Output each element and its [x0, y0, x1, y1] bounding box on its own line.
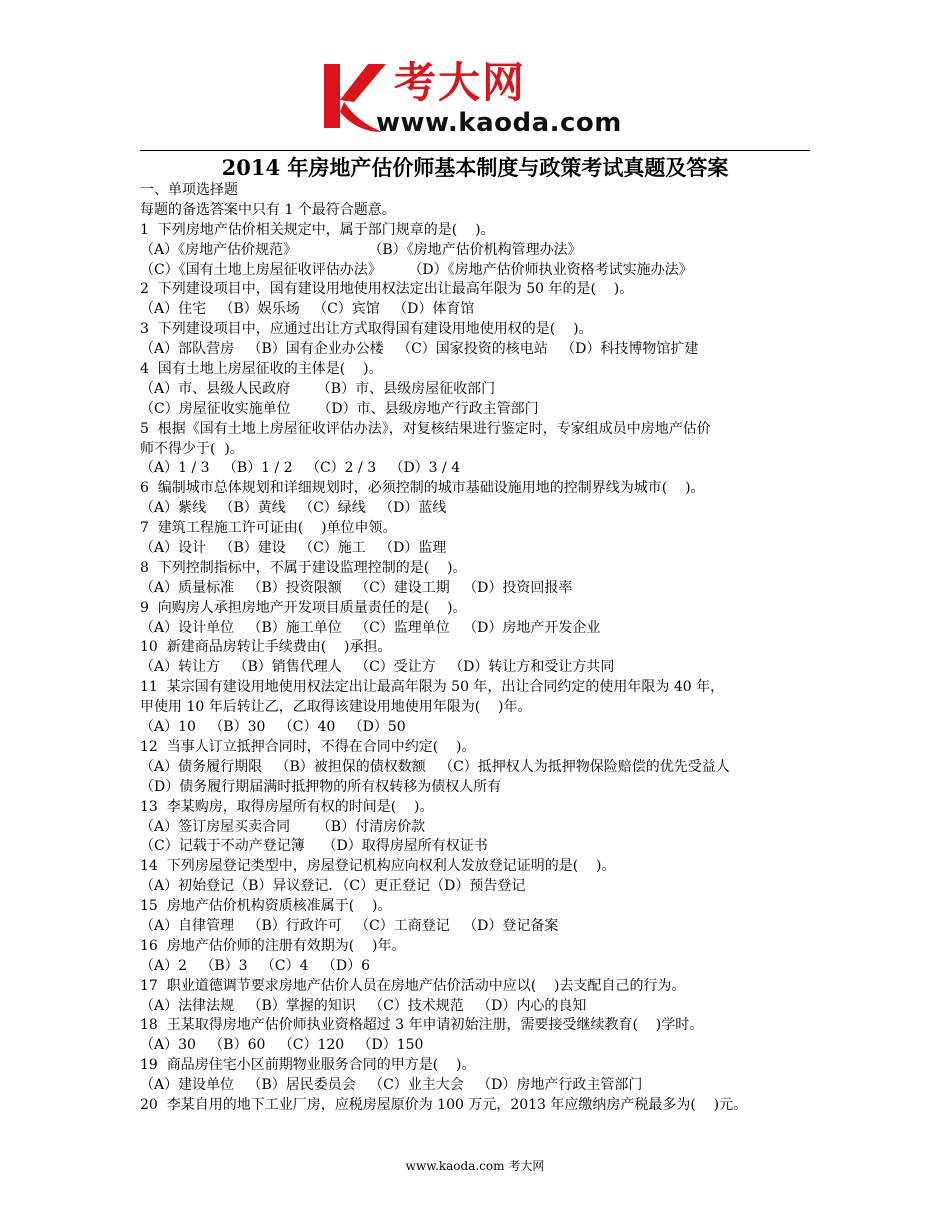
text-line: 14 下列房屋登记类型中，房屋登记机构应向权利人发放登记证明的是( )。 — [140, 858, 616, 875]
text-line: （A）1 / 3 （B）1 / 2 （C）2 / 3 （D）3 / 4 — [140, 460, 461, 477]
logo-url: www.kaoda.com — [376, 108, 622, 138]
text-line: （A）紫线 （B）黄线 （C）绿线 （D）蓝线 — [140, 500, 447, 517]
logo-brand-name: 考大网 — [394, 58, 527, 107]
text-line: 12 当事人订立抵押合同时，不得在合同中约定( )。 — [140, 738, 476, 755]
text-line: 师不得少于( )。 — [140, 440, 244, 457]
text-line: （A）初始登记（B）异议登记．（C）更正登记（D）预告登记 — [140, 878, 526, 895]
text-line: （A）签订房屋买卖合同 （B）付清房价款 — [140, 818, 426, 835]
text-line: 5 根据《国有土地上房屋征收评估办法》，对复核结果进行鉴定时，专家组成员中房地产估价 — [140, 420, 711, 437]
document-title: 2014 年房地产估价师基本制度与政策考试真题及答案 — [221, 155, 729, 180]
text-line: （A）债务履行期限 （B）被担保的债权数额 （C）抵押权人为抵押物保险赔偿的优先受益人 — [140, 758, 730, 775]
text-line: 13 李某购房，取得房屋所有权的时间是( )。 — [140, 798, 434, 815]
text-line: 11 某宗国有建设用地使用权法定出让最高年限为 50 年，出让合同约定的使用年限为 40 年， — [140, 679, 725, 696]
text-line: （A）设计 （B）建设 （C）施工 （D）监理 — [140, 540, 447, 557]
text-line: （A）30 （B）60 （C）120 （D）150 — [140, 1037, 424, 1054]
text-line: （C）记载于不动产登记簿 （D）取得房屋所有权证书 — [140, 838, 488, 855]
text-line: （A）转让方 （B）销售代理人 （C）受让方 （D）转让方和受让方共同 — [140, 659, 615, 676]
text-line: 3 下列建设项目中，应通过出让方式取得国有建设用地使用权的是( )。 — [140, 321, 593, 338]
text-line: 7 建筑工程施工许可证由( )单位申领。 — [140, 520, 397, 537]
text-line: （A）质量标准 （B）投资限额 （C）建设工期 （D）投资回报率 — [140, 579, 573, 596]
text-line: （C）《国有土地上房屋征收评估办法》 （D）《房地产估价师执业资格考试实施办法》 — [140, 261, 693, 278]
text-line: 20 李某自用的地下工业厂房，应税房屋原价为 100 万元，2013 年应缴纳房产税最多为( )元。 — [140, 1096, 748, 1113]
text-line: 18 王某取得房地产估价师执业资格超过 3 年申请初始注册，需要接受继续教育( )学时。 — [140, 1017, 704, 1034]
text-line: （A）设计单位 （B）施工单位 （C）监理单位 （D）房地产开发企业 — [140, 619, 601, 636]
text-line: 每题的备选答案中只有 1 个最符合题意。 — [140, 201, 396, 218]
text-line: 2 下列建设项目中，国有建设用地使用权法定出让最高年限为 50 年的是( )。 — [140, 281, 634, 298]
text-line: （A）2 （B）3 （C）4 （D）6 — [140, 957, 371, 974]
text-line: 8 下列控制指标中，不属于建设监理控制的是( )。 — [140, 559, 467, 576]
text-line: 16 房地产估价师的注册有效期为( )年。 — [140, 937, 406, 954]
text-line: （A）10 （B）30 （C）40 （D）50 — [140, 719, 406, 736]
text-line: 4 国有土地上房屋征收的主体是( )。 — [140, 361, 383, 378]
text-line: （A）市、县级人民政府 （B）市、县级房屋征收部门 — [140, 380, 496, 397]
text-line: 1 下列房地产估价相关规定中，属于部门规章的是( )。 — [140, 221, 495, 238]
text-line: 一、单项选择题 — [140, 182, 238, 198]
text-line: （A）建设单位 （B）居民委员会 （C）业主大会 （D）房地产行政主管部门 — [140, 1077, 643, 1094]
question-list — [140, 181, 815, 1116]
text-line: （A）住宅 （B）娱乐场 （C）宾馆 （D）体育馆 — [140, 301, 475, 318]
page-footer: www.kaoda.com 考大网 — [405, 1159, 545, 1173]
kaoda-logo — [320, 58, 640, 144]
text-line: （A）自律管理 （B）行政许可 （C）工商登记 （D）登记备案 — [140, 917, 559, 934]
text-line: 17 职业道德调节要求房地产估价人员在房地产估价活动中应以( )去支配自己的行为。 — [140, 977, 686, 994]
text-line: 19 商品房住宅小区前期物业服务合同的甲方是( )。 — [140, 1057, 476, 1074]
text-line: （A）法律法规 （B）掌握的知识 （C）技术规范 （D）内心的良知 — [140, 997, 587, 1014]
text-line: 9 向购房人承担房地产开发项目质量责任的是( )。 — [140, 599, 467, 616]
text-line: （A）《房地产估价规范》 （B）《房地产估价机构管理办法》 — [140, 241, 582, 258]
header-rule — [140, 150, 810, 151]
text-line: 甲使用 10 年后转让乙，乙取得该建设用地使用年限为( )年。 — [140, 699, 532, 716]
text-line: 10 新建商品房转让手续费由( )承担。 — [140, 639, 392, 656]
text-line: 6 编制城市总体规划和详细规划时，必须控制的城市基础设施用地的控制界线为城市( )。 — [140, 480, 705, 497]
text-line: （A）部队营房 （B）国有企业办公楼 （C）国家投资的核电站 （D）科技博物馆扩建 — [140, 341, 699, 358]
text-line: （C）房屋征收实施单位 （D）市、县级房地产行政主管部门 — [140, 400, 539, 417]
text-line: （D）债务履行期届满时抵押物的所有权转移为债权人所有 — [140, 778, 502, 795]
text-line: 15 房地产估价机构资质核准属于( )。 — [140, 898, 392, 915]
